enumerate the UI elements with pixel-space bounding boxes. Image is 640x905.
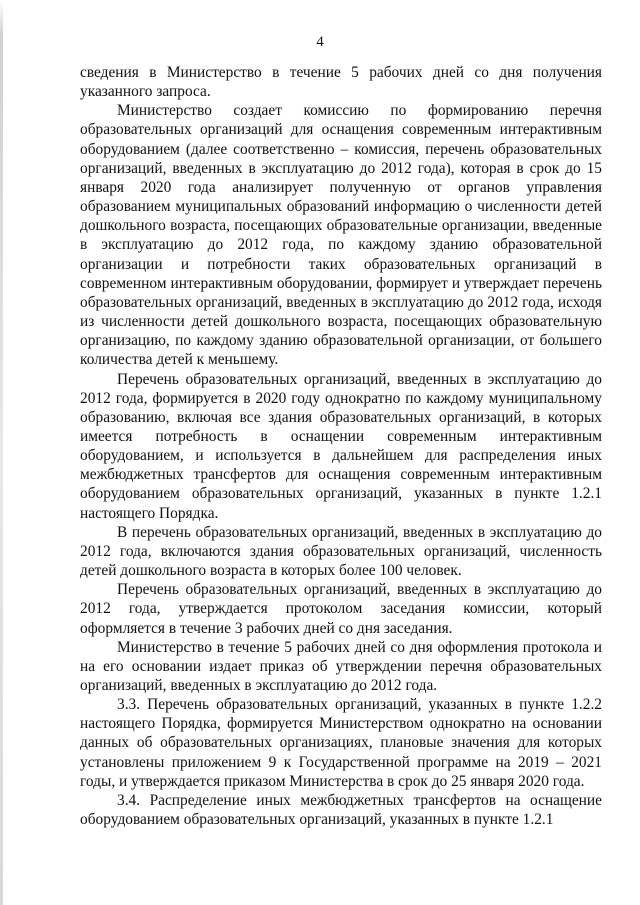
page-number: 4 bbox=[316, 34, 324, 50]
paragraph-approval-protocol: Перечень образовательных организаций, введенных в эксплуатацию до 2012 года, утверждается протоколом заседания комиссии, который оформляется в течение 3 рабочих дней со дня заседания. bbox=[80, 581, 602, 637]
paragraph-list-formation: Перечень образовательных организаций, введенных в эксплуатацию до 2012 года, формируется в 2020 году однократно по каждому муниципальному образованию, включая все здания образовательных организаций, в которых имеется потребность в оснащении современным интерактивным оборудованием, и используется в дальнейшем для распределения иных межбюджетных трансфертов для оснащения современным интерактивным оборудованием образовательных организаций, указанных в пункте 1.2.1 настоящего Порядка. bbox=[80, 370, 602, 522]
document-body bbox=[80, 63, 602, 829]
paragraph-inclusion-criteria: В перечень образовательных организаций, введенных в эксплуатацию до 2012 года, включаются здания образовательных организаций, численность детей дошкольного возраста в которых более 100 человек. bbox=[80, 523, 602, 580]
paragraph-continuation: сведения в Министерство в течение 5 рабочих дней со дня получения указанного запроса. bbox=[80, 64, 602, 101]
paragraph-section-3-3: 3.3. Перечень образовательных организаций, указанных в пункте 1.2.2 настоящего Порядка, формируется Министерством однократно на основании данных об образовательных организациях, плановые значения для которых установлены приложением 9 к Государственной программе на 2019 – 2021 годы, и утверждается приказом Министерства в срок до 25 января 2020 года. bbox=[80, 696, 602, 790]
paragraph-ministry-order: Министерство в течение 5 рабочих дней со дня оформления протокола и на его основании издает приказ об утверждении перечня образовательных организаций, введенных в эксплуатацию до 2012 года. bbox=[80, 638, 602, 694]
paragraph-section-3-4: 3.4. Распределение иных межбюджетных трансфертов на оснащение оборудованием образовательных организаций, указанных в пункте 1.2.1 bbox=[80, 791, 602, 829]
scan-edge-shadow bbox=[0, 0, 3, 905]
paragraph-commission: Министерство создает комиссию по формированию перечня образовательных организаций для оснащения современным интерактивным оборудованием (далее соответственно – комиссия, перечень образовательных организаций, введенных в эксплуатацию до 2012 года), которая в срок до 15 января 2020 года анализирует полученную от органов управления образованием муниципальных образований информацию о численности детей дошкольного возраста, посещающих образовательные организации, введенные в эксплуатацию до 2012 года, по каждому зданию образовательной организации и потребности таких образовательных организаций в современном интерактивным оборудовании, формирует и утверждает перечень образовательных организаций, введенных в эксплуатацию до 2012 года, исходя из численности детей дошкольного возраста, посещающих образовательную организацию, по каждому зданию образовательной организации, от большего количества детей к меньшему. bbox=[80, 102, 602, 369]
